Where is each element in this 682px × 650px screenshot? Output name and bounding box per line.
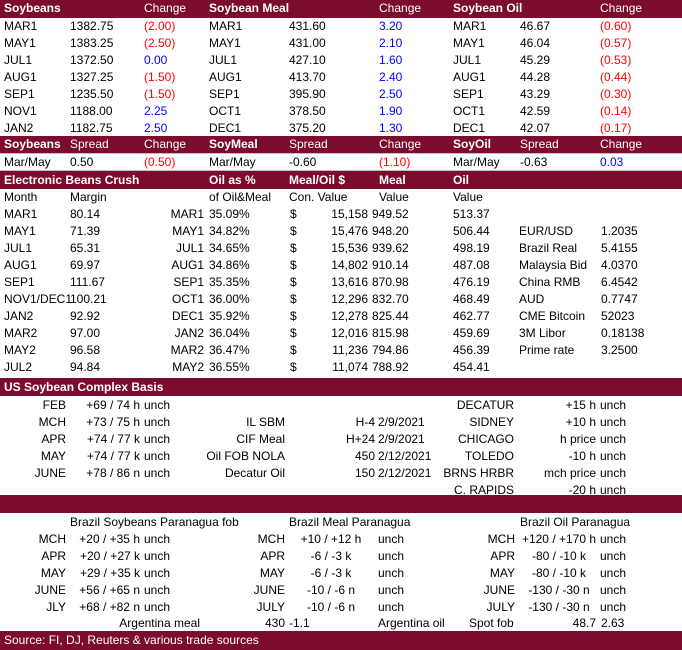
brazil-meal-value: -10 / -6 n	[306, 583, 356, 597]
basis-location-value: h price	[559, 432, 596, 446]
argentina-meal-label: Argentina meal	[119, 616, 200, 630]
spread-header: Spread	[289, 137, 328, 151]
crush-oilpct: 34.82%	[209, 224, 250, 238]
spread-cell: (0.50)	[144, 155, 176, 169]
fx-label: Brazil Real	[519, 241, 578, 255]
month-cell: JUL1	[453, 53, 482, 67]
crush-dollar: $	[290, 360, 297, 374]
basis-product: Oil FOB NOLA	[206, 449, 285, 463]
crush-month: NOV1/DEC1	[4, 292, 73, 306]
fx-label: Malaysia Bid	[519, 258, 588, 272]
brazil-oil-change: unch	[600, 583, 627, 597]
basis-location-value: -20 h	[568, 483, 596, 497]
basis-change: unch	[144, 432, 171, 446]
basis-date: 2/9/2021	[378, 432, 425, 446]
change-cell: (1.50)	[144, 87, 176, 101]
brazil-meal-value: -6 / -3 k	[310, 566, 352, 580]
basis-location: BRNS HRBR	[443, 466, 514, 480]
crush-convalue: 11,074	[332, 360, 368, 374]
change-cell: (0.17)	[600, 121, 632, 135]
spread-header: Change	[379, 137, 422, 151]
crush-margin: 94.84	[70, 360, 101, 374]
brazil-soy-value: +29 / +35 k	[79, 566, 140, 580]
spread-header: Spread	[70, 137, 109, 151]
crush-oilpct: 36.55%	[209, 360, 250, 374]
brazil-oil-value: -130 / -30 n	[528, 583, 590, 597]
basis-location-value: -10 h	[568, 449, 596, 463]
crush-month2: MAY2	[172, 360, 204, 374]
basis-mid-value: 150	[354, 466, 375, 480]
crush-oilpct: 35.92%	[209, 309, 250, 323]
brazil-meal-month: MCH	[257, 532, 285, 546]
month-cell: MAR1	[4, 19, 38, 33]
change-cell: 1.60	[379, 53, 403, 67]
basis-location: CHICAGO	[457, 432, 514, 446]
brazil-soy-change: unch	[144, 566, 171, 580]
change-cell: 0.00	[144, 53, 168, 67]
crush-month2: JUL1	[175, 241, 204, 255]
argentina-meal-change: -1.1	[289, 616, 310, 630]
month-cell: JUL1	[4, 53, 33, 67]
basis-product: CIF Meal	[236, 432, 285, 446]
change-cell: (0.60)	[600, 19, 632, 33]
crush-dollar: $	[290, 241, 297, 255]
change-cell: (0.53)	[600, 53, 632, 67]
crush-meal: 788.92	[372, 360, 409, 374]
basis-mid-value: 450	[354, 449, 375, 463]
header-band-futures	[0, 0, 682, 18]
crush-dollar: $	[290, 224, 297, 238]
basis-value: +69 / 74 h	[86, 398, 140, 412]
fx-value: 4.0370	[601, 258, 638, 272]
crush-convalue: 11,236	[332, 343, 368, 357]
basis-value: +73 / 75 h	[86, 415, 140, 429]
crush-margin: 71.39	[70, 224, 101, 238]
basis-location: DECATUR	[456, 398, 514, 412]
fx-value: 5.4155	[601, 241, 638, 255]
crush-dollar: $	[290, 292, 297, 306]
price-cell: 46.67	[520, 19, 551, 33]
spread-header: Spread	[520, 137, 559, 151]
crush-dollar: $	[290, 275, 297, 289]
basis-location-value: +15 h	[565, 398, 596, 412]
crush-month2: OCT1	[171, 292, 204, 306]
crush-meal: 949.52	[372, 207, 409, 221]
fx-value: 6.4542	[601, 275, 638, 289]
column-header: Soybean Meal	[209, 1, 290, 15]
argentina-oil-change: 2.63	[601, 616, 625, 630]
crush-convalue: 14,802	[331, 258, 368, 272]
crush-oilpct: 34.86%	[209, 258, 250, 272]
basis-title: US Soybean Complex Basis	[4, 380, 164, 394]
change-cell: 2.50	[144, 121, 168, 135]
month-cell: OCT1	[453, 104, 486, 118]
crush-subheader: Value	[453, 190, 483, 204]
divider	[0, 170, 682, 171]
fx-label: EUR/USD	[519, 224, 574, 238]
crush-month: MAY2	[4, 343, 36, 357]
fx-label: AUD	[519, 292, 545, 306]
price-cell: 43.29	[520, 87, 551, 101]
fx-label: 3M Libor	[519, 326, 566, 340]
basis-location-change: unch	[600, 398, 627, 412]
month-cell: MAY1	[453, 36, 485, 50]
brazil-meal-value: -6 / -3 k	[310, 549, 352, 563]
crush-month2: AUG1	[171, 258, 204, 272]
month-cell: SEP1	[453, 87, 484, 101]
brazil-meal-month: JUNE	[253, 583, 285, 597]
crush-convalue: 15,476	[331, 224, 368, 238]
price-cell: 1383.25	[70, 36, 114, 50]
spread-cell: -0.60	[289, 155, 317, 169]
crush-band-label: Oil	[453, 173, 470, 187]
crush-band-label: Meal/Oil $	[289, 173, 346, 187]
basis-location-change: unch	[600, 449, 627, 463]
basis-value: +78 / 86 n	[86, 466, 140, 480]
brazil-soy-month: JUNE	[34, 583, 66, 597]
spread-header: Change	[144, 137, 187, 151]
price-cell: 427.10	[289, 53, 326, 67]
basis-location: TOLEDO	[464, 449, 514, 463]
change-cell: (0.44)	[600, 70, 632, 84]
brazil-meal-month: MAY	[259, 566, 285, 580]
basis-date: 2/9/2021	[378, 415, 425, 429]
column-header: Change	[379, 1, 422, 15]
crush-convalue: 15,158	[331, 207, 368, 221]
brazil-oil-title: Brazil Oil Paranagua	[520, 515, 631, 529]
price-cell: 375.20	[289, 121, 326, 135]
change-cell: (0.57)	[600, 36, 632, 50]
crush-oil: 456.39	[453, 343, 490, 357]
brazil-oil-month: MCH	[487, 532, 515, 546]
crush-month: MAR1	[4, 207, 38, 221]
crush-oil: 454.41	[453, 360, 490, 374]
crush-convalue: 12,278	[331, 309, 368, 323]
fx-value: 0.18138	[601, 326, 645, 340]
price-cell: 413.70	[289, 70, 326, 84]
crush-month: MAR2	[4, 326, 38, 340]
brazil-soy-title: Brazil Soybeans Paranagua fob	[70, 515, 239, 529]
price-cell: 378.50	[289, 104, 326, 118]
month-cell: AUG1	[4, 70, 37, 84]
price-cell: 45.29	[520, 53, 551, 67]
price-cell: 42.59	[520, 104, 551, 118]
crush-margin: 100.21	[70, 292, 107, 306]
crush-meal: 832.70	[372, 292, 409, 306]
month-cell: AUG1	[209, 70, 242, 84]
brazil-soy-month: MAY	[40, 566, 66, 580]
crush-margin: 65.31	[70, 241, 101, 255]
fx-label: CME Bitcoin	[519, 309, 586, 323]
crush-margin: 92.92	[70, 309, 101, 323]
spread-cell: Mar/May	[453, 155, 500, 169]
basis-location-value: +10 h	[565, 415, 596, 429]
crush-margin: 97.00	[70, 326, 101, 340]
brazil-meal-month: JULY	[256, 600, 285, 614]
brazil-oil-month: APR	[490, 549, 515, 563]
column-header: Soybean Oil	[453, 1, 523, 15]
column-header: Soybeans	[4, 1, 61, 15]
brazil-soy-change: unch	[144, 583, 171, 597]
basis-location-value: mch price	[543, 466, 596, 480]
crush-month2: MAY1	[172, 224, 204, 238]
crush-band-label: Oil as %	[209, 173, 256, 187]
price-cell: 46.04	[520, 36, 551, 50]
crush-meal: 825.44	[372, 309, 409, 323]
fx-value: 3.2500	[601, 343, 638, 357]
crush-oil: 498.19	[453, 241, 490, 255]
basis-month: FEB	[42, 398, 66, 412]
basis-product: IL SBM	[246, 415, 285, 429]
brazil-meal-value: +10 / +12 h	[300, 532, 362, 546]
crush-month2: MAR1	[170, 207, 204, 221]
brazil-oil-value: -130 / -30 n	[528, 600, 590, 614]
crush-month: JAN2	[4, 309, 34, 323]
column-header: Change	[144, 1, 187, 15]
month-cell: SEP1	[4, 87, 35, 101]
month-cell: MAR1	[209, 19, 243, 33]
change-cell: 2.50	[379, 87, 403, 101]
crush-oil: 476.19	[453, 275, 490, 289]
brazil-oil-value: -80 / -10 k	[531, 549, 587, 563]
brazil-oil-change: unch	[600, 566, 627, 580]
change-cell: (2.50)	[144, 36, 176, 50]
brazil-meal-title: Brazil Meal Paranagua	[289, 515, 411, 529]
brazil-oil-month: JUNE	[483, 583, 515, 597]
brazil-meal-month: APR	[260, 549, 285, 563]
basis-month: MAY	[40, 449, 66, 463]
brazil-oil-change: unch	[600, 532, 627, 546]
brazil-soy-change: unch	[144, 532, 171, 546]
crush-month2: MAR2	[170, 343, 204, 357]
crush-meal: 939.62	[372, 241, 409, 255]
price-cell: 42.07	[520, 121, 551, 135]
basis-location-change: unch	[600, 466, 627, 480]
basis-change: unch	[144, 398, 171, 412]
crush-month: JUL2	[4, 360, 33, 374]
spread-cell: 0.03	[600, 155, 624, 169]
basis-value: +74 / 77 k	[86, 449, 140, 463]
brazil-meal-change: unch	[378, 600, 405, 614]
basis-month: APR	[41, 432, 66, 446]
month-cell: AUG1	[453, 70, 486, 84]
spot-fob-label: Spot fob	[469, 616, 514, 630]
crush-dollar: $	[290, 343, 297, 357]
month-cell: OCT1	[209, 104, 242, 118]
change-cell: (0.30)	[600, 87, 632, 101]
month-cell: MAY1	[209, 36, 241, 50]
crush-subheader: Month	[4, 190, 38, 204]
brazil-soy-change: unch	[144, 549, 171, 563]
crush-month: AUG1	[4, 258, 37, 272]
brazil-oil-change: unch	[600, 600, 627, 614]
crush-oilpct: 36.00%	[209, 292, 250, 306]
brazil-soy-value: +20 / +35 h	[79, 532, 140, 546]
basis-mid-value: H+24	[345, 432, 375, 446]
brazil-soy-month: MCH	[38, 532, 66, 546]
crush-margin: 69.97	[70, 258, 101, 272]
crush-oil: 459.69	[453, 326, 490, 340]
crush-oil: 487.08	[453, 258, 490, 272]
basis-month: MCH	[38, 415, 66, 429]
crush-convalue: 12,016	[331, 326, 368, 340]
change-cell: 1.30	[379, 121, 403, 135]
month-cell: MAR1	[453, 19, 487, 33]
crush-convalue: 15,536	[331, 241, 368, 255]
basis-change: unch	[144, 449, 171, 463]
argentina-oil-value: 48.7	[572, 616, 596, 630]
crush-margin: 111.67	[70, 275, 105, 289]
fx-label: Prime rate	[519, 343, 575, 357]
crush-meal: 910.14	[372, 258, 409, 272]
change-cell: (1.50)	[144, 70, 176, 84]
argentina-meal-value: 430	[264, 616, 285, 630]
crush-band-label: Meal	[379, 173, 406, 187]
fx-value: 52023	[601, 309, 635, 323]
spread-cell: Mar/May	[209, 155, 256, 169]
price-cell: 44.28	[520, 70, 551, 84]
month-cell: JUL1	[209, 53, 238, 67]
brazil-oil-change: unch	[600, 549, 627, 563]
crush-oil: 468.49	[453, 292, 490, 306]
crush-month: MAY1	[4, 224, 36, 238]
argentina-oil-label: Argentina oil	[378, 616, 445, 630]
crush-band-label: Electronic Beans Crush	[4, 173, 140, 187]
basis-mid-value: H-4	[355, 415, 375, 429]
crush-dollar: $	[290, 309, 297, 323]
crush-subheader: of Oil&Meal	[209, 190, 272, 204]
price-cell: 1382.75	[70, 19, 114, 33]
crush-month2: SEP1	[173, 275, 204, 289]
basis-change: unch	[144, 415, 171, 429]
brazil-oil-value: +120 / +170 h	[521, 532, 597, 546]
change-cell: 2.40	[379, 70, 403, 84]
source-footer: Source: FI, DJ, Reuters & various trade sources	[4, 633, 259, 647]
price-cell: 1372.50	[70, 53, 114, 67]
column-header: Change	[600, 1, 643, 15]
crush-subheader: Margin	[70, 190, 107, 204]
crush-oil: 506.44	[453, 224, 490, 238]
basis-location-change: unch	[600, 415, 627, 429]
month-cell: NOV1	[4, 104, 37, 118]
crush-subheader: Value	[379, 190, 409, 204]
change-cell: 2.10	[379, 36, 403, 50]
crush-oilpct: 36.04%	[209, 326, 250, 340]
price-cell: 1182.75	[70, 121, 113, 135]
basis-product: Decatur Oil	[224, 466, 285, 480]
crush-month: SEP1	[4, 275, 35, 289]
crush-convalue: 12,296	[331, 292, 368, 306]
spread-cell: Mar/May	[4, 155, 51, 169]
price-cell: 395.90	[289, 87, 326, 101]
brazil-soy-month: APR	[41, 549, 66, 563]
month-cell: MAY1	[4, 36, 36, 50]
crush-meal: 815.98	[372, 326, 409, 340]
basis-date: 2/12/2021	[378, 449, 432, 463]
crush-oil: 462.77	[453, 309, 490, 323]
spread-cell: 0.50	[70, 155, 94, 169]
month-cell: JAN2	[4, 121, 34, 135]
change-cell: 2.25	[144, 104, 168, 118]
change-cell: (2.00)	[144, 19, 176, 33]
crush-meal: 948.20	[372, 224, 409, 238]
crush-month2: JAN2	[174, 326, 204, 340]
month-cell: DEC1	[209, 121, 242, 135]
crush-meal: 870.98	[372, 275, 409, 289]
brazil-oil-value: -80 / -10 k	[531, 566, 587, 580]
change-cell: (0.14)	[600, 104, 632, 118]
brazil-soy-value: +56 / +65 n	[79, 583, 140, 597]
fx-value: 0.7747	[601, 292, 638, 306]
brazil-soy-value: +68 / +82 n	[79, 600, 140, 614]
crush-month: JUL1	[4, 241, 33, 255]
crush-oilpct: 36.47%	[209, 343, 250, 357]
crush-subheader: Con. Value	[289, 190, 348, 204]
divider	[0, 153, 682, 154]
month-cell: SEP1	[209, 87, 240, 101]
price-cell: 1188.00	[70, 104, 113, 118]
spread-header: Change	[600, 137, 643, 151]
crush-dollar: $	[290, 258, 297, 272]
fx-value: 1.2035	[601, 224, 638, 238]
brazil-oil-month: JULY	[486, 600, 515, 614]
crush-dollar: $	[290, 326, 297, 340]
basis-month: JUNE	[34, 466, 66, 480]
brazil-meal-change: unch	[378, 532, 405, 546]
crush-oilpct: 35.35%	[209, 275, 250, 289]
crush-margin: 96.58	[70, 343, 101, 357]
basis-location-change: unch	[600, 483, 627, 497]
fx-label: China RMB	[519, 275, 581, 289]
brazil-oil-month: MAY	[489, 566, 515, 580]
basis-location: SIDNEY	[469, 415, 514, 429]
brazil-meal-change: unch	[378, 549, 405, 563]
price-cell: 1235.50	[70, 87, 114, 101]
price-cell: 431.00	[289, 36, 326, 50]
basis-location-change: unch	[600, 432, 627, 446]
spread-header: SoyOil	[453, 137, 492, 151]
spread-header: Soybeans	[4, 137, 61, 151]
change-cell: 3.20	[379, 19, 403, 33]
brazil-meal-value: -10 / -6 n	[306, 600, 356, 614]
crush-oil: 513.37	[453, 207, 490, 221]
crush-meal: 794.86	[372, 343, 409, 357]
month-cell: DEC1	[453, 121, 486, 135]
crush-oilpct: 35.09%	[209, 207, 250, 221]
spread-cell: -0.63	[520, 155, 548, 169]
basis-location: C. RAPIDS	[453, 483, 514, 497]
crush-month2: DEC1	[171, 309, 204, 323]
spread-header: SoyMeal	[209, 137, 258, 151]
brazil-soy-change: unch	[144, 600, 171, 614]
crush-margin: 80.14	[70, 207, 101, 221]
basis-value: +74 / 77 k	[86, 432, 140, 446]
basis-change: unch	[144, 466, 171, 480]
brazil-soy-value: +20 / +27 k	[79, 549, 140, 563]
crush-convalue: 13,616	[331, 275, 368, 289]
crush-dollar: $	[290, 207, 297, 221]
price-cell: 1327.25	[70, 70, 114, 84]
spread-cell: (1.10)	[379, 155, 411, 169]
brazil-meal-change: unch	[378, 566, 405, 580]
price-cell: 431.60	[289, 19, 326, 33]
crush-oilpct: 34.65%	[209, 241, 250, 255]
change-cell: 1.90	[379, 104, 403, 118]
basis-date: 2/12/2021	[378, 466, 432, 480]
brazil-meal-change: unch	[378, 583, 405, 597]
brazil-soy-month: JLY	[46, 600, 66, 614]
